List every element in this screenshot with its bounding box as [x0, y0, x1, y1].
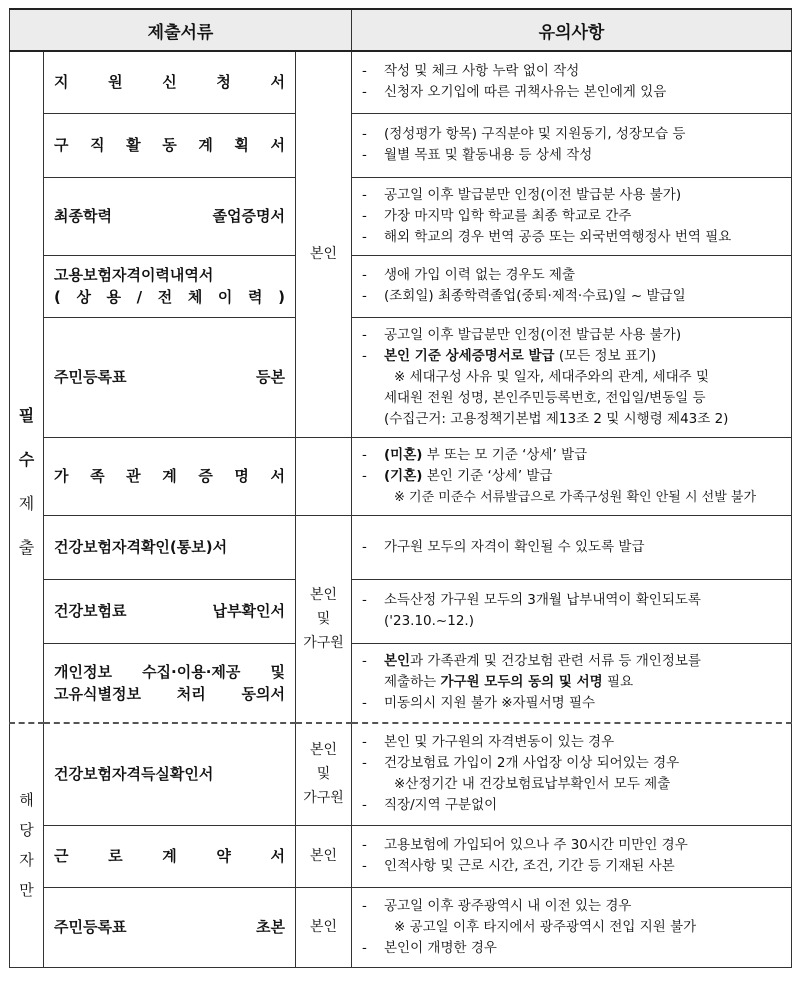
note-emphasis: (미혼) [384, 446, 423, 463]
group-char: 수 [18, 450, 35, 469]
note-reference: ※ 세대구성 사유 및 일자, 세대주와의 관계, 세대주 및 [394, 368, 710, 385]
note-item: - 본인이 개명한 경우 [358, 938, 785, 959]
submitter-line: 본인 [309, 742, 338, 759]
note-emphasis: (기혼) [384, 467, 423, 484]
note-reference: 세대원 전원 성명, 본인주민등록번호, 전입일/변동일 등 [384, 389, 706, 406]
doc-name: 건강보험자격득실확인서 [44, 723, 296, 825]
note-item: - 건강보험료 가입이 2개 사업장 이상 되어있는 경우 [358, 753, 785, 774]
group-char: 자 [19, 851, 34, 870]
group-applicable [10, 723, 44, 967]
group-char: 필 [18, 406, 35, 425]
group-char: 제 [18, 494, 35, 513]
note-item: - 본인 및 가구원의 자격변동이 있는 경우 [358, 732, 785, 753]
doc-name [44, 643, 296, 723]
note-emphasis: 가구원 모두의 동의 및 서명 [440, 674, 603, 691]
doc-name-line: ( 상 용 / 전 체 이 력 ) [54, 288, 285, 306]
note-text: 부 또는 모 기준 ‘상세’ 발급 [422, 446, 588, 463]
submitter-self: 본인 [296, 887, 352, 967]
table-row [10, 51, 792, 113]
note-item [358, 651, 785, 672]
table-row [10, 723, 792, 825]
notes-cell [352, 437, 792, 515]
note-item: - (정성평가 항목) 구직분야 및 지원동기, 성장모습 등 [358, 124, 785, 145]
note-continuation [358, 672, 785, 693]
table-row [10, 317, 792, 437]
doc-name-line: 개인정보 수집·이용·제공 및 [54, 662, 285, 681]
submitter-line: 가구원 [303, 634, 344, 651]
note-item: - 고용보험에 가입되어 있으나 주 30시간 미만인 경우 [358, 835, 785, 856]
doc-name: 건강보험료 납부확인서 [44, 579, 296, 643]
note-text: 과 가족관계 및 건강보험 관련 서류 등 개인정보를 [410, 653, 701, 670]
note-item: - 소득산정 가구원 모두의 3개월 납부내역이 확인되도록 [358, 590, 785, 611]
doc-name [44, 255, 296, 317]
note-item [358, 346, 785, 367]
group-char: 해 [19, 791, 34, 810]
table-row [10, 643, 792, 723]
note-item: - 가구원 모두의 자격이 확인될 수 있도록 발급 [358, 537, 785, 558]
header-notes: 유의사항 [352, 9, 792, 51]
doc-name: 근 로 계 약 서 [44, 825, 296, 887]
notes-cell [352, 579, 792, 643]
submitter-line: 가구원 [303, 790, 344, 807]
table-row [10, 887, 792, 967]
submitter-self: 본인 [296, 825, 352, 887]
table-row [10, 515, 792, 579]
table-header-row [10, 9, 792, 51]
note-reference: ※ 공고일 이후 타지에서 광주광역시 전입 지원 불가 [394, 918, 697, 935]
submitter-line: 본인 [309, 586, 338, 603]
doc-name-line: 고유식별정보 처리 동의서 [54, 684, 285, 703]
note-item: - 가장 마지막 입학 학교를 최종 학교로 간주 [358, 206, 785, 227]
submitter-self-household [296, 515, 352, 723]
note-item: - 공고일 이후 광주광역시 내 이전 있는 경우 [358, 896, 785, 917]
table-row [10, 177, 792, 255]
note-item: - 공고일 이후 발급분만 인정(이전 발급분 사용 불가) [358, 185, 785, 206]
doc-name: 가 족 관 계 증 명 서 [44, 437, 296, 515]
note-item: - (조회일) 최종학력졸업(중퇴·제적·수료)일 ~ 발급일 [358, 286, 785, 307]
notes-cell [352, 113, 792, 177]
note-reference: ※산정기간 내 건강보험료납부확인서 모두 제출 [394, 776, 671, 793]
note-item: - 인적사항 및 근로 시간, 조건, 기간 등 기재된 사본 [358, 856, 785, 877]
note-item: - 월별 목표 및 활동내용 등 상세 작성 [358, 145, 785, 166]
table-row [10, 437, 792, 515]
document-table [9, 8, 792, 968]
note-reference: (수집근거: 고용정책기본법 제13조 2 및 시행령 제43조 2) [384, 410, 729, 427]
note-item: - 생애 가입 이력 없는 경우도 제출 [358, 265, 785, 286]
note-item [358, 466, 785, 487]
notes-cell [352, 825, 792, 887]
group-required [10, 51, 44, 723]
table-row [10, 255, 792, 317]
doc-name: 지 원 신 청 서 [44, 51, 296, 113]
submitter-empty [296, 437, 352, 515]
note-item: - 해외 학교의 경우 번역 공증 또는 외국번역행정사 번역 필요 [358, 227, 785, 248]
notes-cell [352, 723, 792, 825]
note-reference: ※ 기준 미준수 서류발급으로 가족구성원 확인 안될 시 선발 불가 [394, 489, 757, 505]
notes-cell [352, 643, 792, 723]
note-item: - 공고일 이후 발급분만 인정(이전 발급분 사용 불가) [358, 325, 785, 346]
submitter-line: 및 [316, 610, 331, 627]
notes-cell [352, 255, 792, 317]
note-text: 제출하는 [384, 674, 441, 691]
notes-cell [352, 317, 792, 437]
doc-name: 건강보험자격확인(통보)서 [44, 515, 296, 579]
note-item [358, 445, 785, 466]
notes-cell [352, 51, 792, 113]
notes-cell [352, 515, 792, 579]
note-text: (모든 정보 표기) [554, 347, 657, 364]
note-emphasis: 본인 기준 상세증명서로 발급 [384, 347, 555, 364]
notes-cell [352, 177, 792, 255]
doc-name: 주민등록표 등본 [44, 317, 296, 437]
note-continuation: ('23.10.~12.) [384, 613, 474, 629]
note-item: - 작성 및 체크 사항 누락 없이 작성 [358, 61, 785, 82]
table-row [10, 113, 792, 177]
note-text: 본인 기준 ‘상세’ 발급 [422, 467, 553, 484]
note-item: - 직장/지역 구분없이 [358, 795, 785, 816]
note-text: 필요 [602, 674, 634, 691]
notes-cell [352, 887, 792, 967]
table-row [10, 825, 792, 887]
submitter-self: 본인 [296, 51, 352, 437]
doc-name-line: 고용보험자격이력내역서 [54, 266, 214, 284]
group-char: 만 [19, 881, 34, 900]
submitter-self-household [296, 723, 352, 825]
doc-name: 주민등록표 초본 [44, 887, 296, 967]
group-char: 출 [18, 538, 35, 557]
note-item: - 신청자 오기입에 따른 귀책사유는 본인에게 있음 [358, 82, 785, 103]
table-row [10, 579, 792, 643]
note-item: - 미동의시 지원 불가 ※자필서명 필수 [358, 693, 785, 714]
group-char: 당 [19, 821, 34, 840]
doc-name: 구 직 활 동 계 획 서 [44, 113, 296, 177]
doc-name: 최종학력 졸업증명서 [44, 177, 296, 255]
note-emphasis: 본인 [384, 653, 411, 670]
submitter-line: 및 [316, 766, 331, 783]
header-docs: 제출서류 [10, 9, 352, 51]
